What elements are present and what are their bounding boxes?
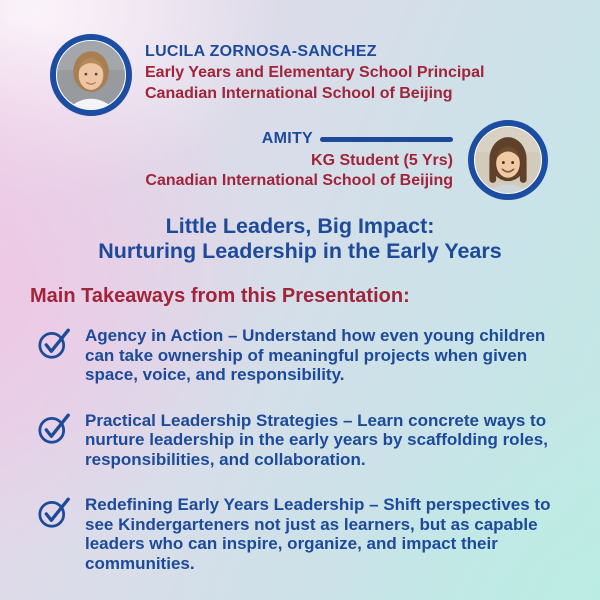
- girl-portrait-icon: [475, 127, 541, 193]
- speaker-block-amity: [145, 120, 548, 200]
- speaker-name: AMITY: [261, 130, 313, 147]
- title-line-2: Nurturing Leadership in the Early Years: [98, 239, 502, 263]
- check-circle-icon: [38, 496, 71, 529]
- check-circle-icon: [38, 327, 71, 360]
- takeaway-item: [38, 495, 574, 573]
- speaker-name-row: [145, 129, 453, 149]
- takeaways-heading: Main Takeaways from this Presentation:: [30, 285, 410, 307]
- avatar: [468, 120, 548, 200]
- decorative-rule: [320, 137, 453, 142]
- speaker-role: Early Years and Elementary School Principal: [145, 64, 485, 81]
- speaker-name: LUCILA ZORNOSA-SANCHEZ: [145, 43, 377, 60]
- takeaway-text: Practical Leadership Strategies – Learn concrete ways to nurture leadership in the early years by scaffolding roles, responsibilities, and collaboration.: [85, 410, 548, 469]
- avatar: [50, 34, 132, 116]
- takeaway-text: Agency in Action – Understand how even young children can take ownership of meaningful projects when given space, voice, and responsibility.: [85, 326, 546, 384]
- speaker-block-lucila: [50, 34, 484, 116]
- speaker-organization: Canadian International School of Beijing: [145, 85, 453, 102]
- speaker-info: [145, 34, 484, 104]
- takeaway-item: [38, 411, 574, 470]
- speaker-info: [145, 120, 453, 191]
- speaker-organization: Canadian International School of Beijing: [145, 172, 453, 189]
- takeaway-text: Redefining Early Years Leadership – Shift perspectives to see Kindergarteners not just as learners, but as capable leaders who can inspire, organize, and impact their communities.: [85, 495, 551, 573]
- title-line-1: Little Leaders, Big Impact:: [165, 214, 435, 238]
- speaker-role: KG Student (5 Yrs): [311, 152, 453, 169]
- woman-portrait-icon: [57, 41, 125, 109]
- takeaway-item: [38, 326, 574, 385]
- presentation-title: [0, 214, 600, 264]
- takeaways-list: [38, 326, 574, 573]
- check-circle-icon: [38, 412, 71, 445]
